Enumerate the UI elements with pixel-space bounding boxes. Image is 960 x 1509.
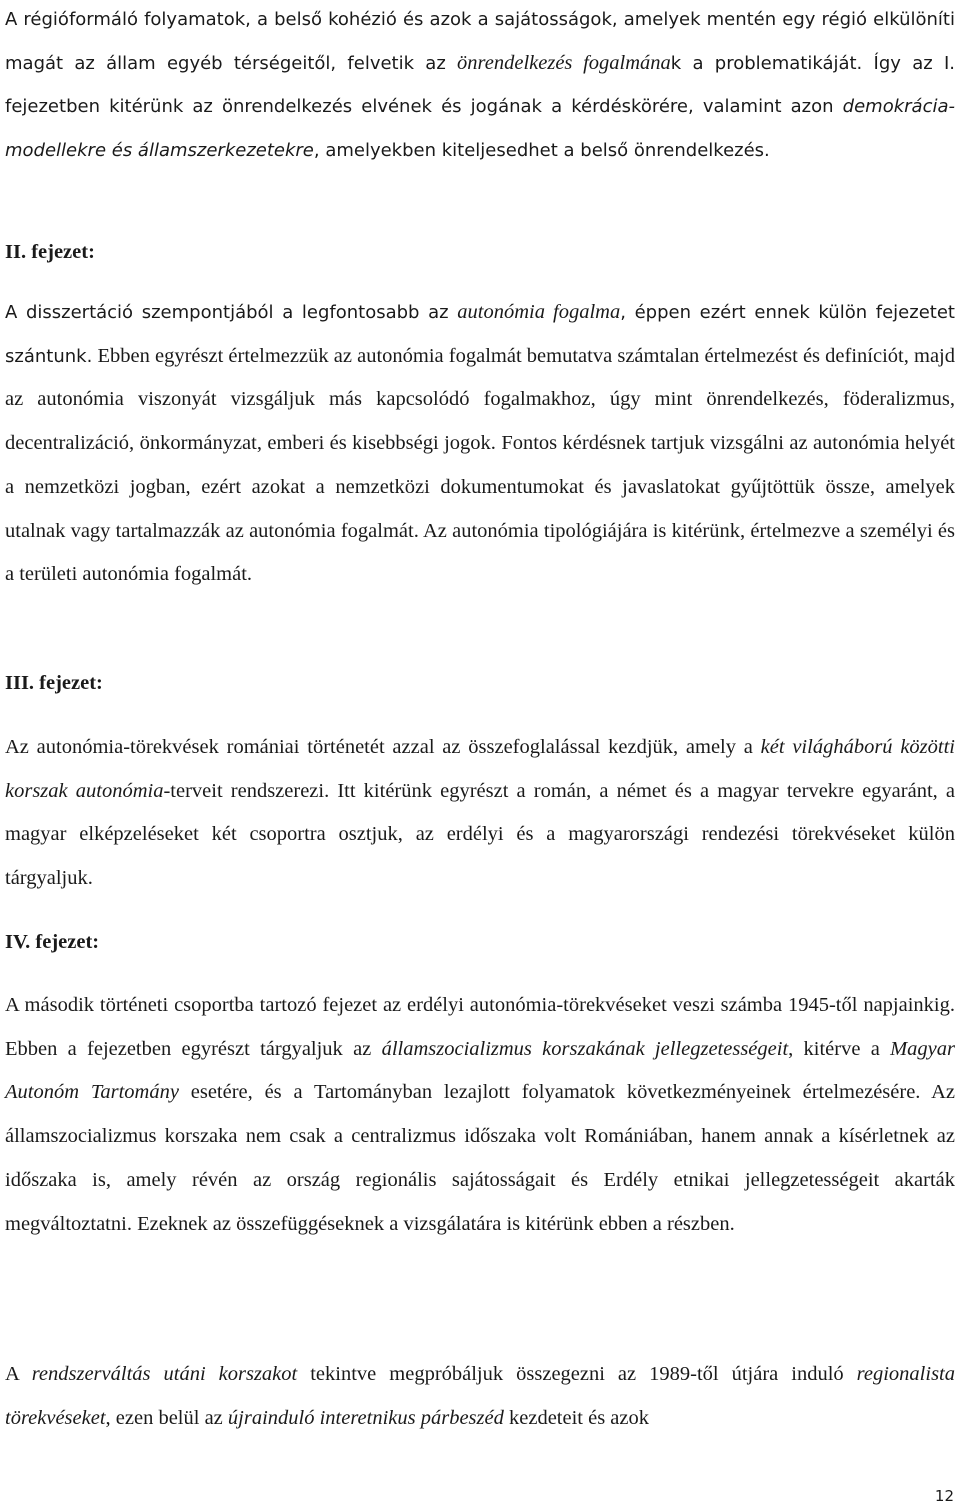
paragraph-2-text-4: Fontos kérdésnek tartjuk vizsgálni az autonómia helyét a nemzetközi jogban, ezért azokat a nemzetközi dokumentumokat és javaslatokat gyűjtöttük össze, amelyek utalnak vagy tartalmazzák az autonómia fogalmát. Az autonómia tipológiájára is kitérünk, értelmezve a személyi és a területi autonómia fogalmát. bbox=[5, 432, 955, 586]
paragraph-3 bbox=[5, 726, 955, 901]
paragraph-4-italic-1: államszocializmus korszakának jellegzetességeit bbox=[381, 1037, 789, 1060]
paragraph-5-text-1: A bbox=[5, 1363, 32, 1385]
paragraph-2-text-1: A disszertáció szempontjából a legfontosabb az bbox=[5, 302, 458, 323]
paragraph-1-italic-2: demokrácia-modellekre és államszerkezetekre bbox=[5, 96, 955, 162]
paragraph-2 bbox=[5, 291, 955, 597]
paragraph-1-text-2: k a problematikáját. Így az I. fejezetben kitérünk az önrendelkezés elvének és jogának a kérdéskörére, valamint azon bbox=[5, 52, 955, 118]
paragraph-5-text-4: kezdeteit és azok bbox=[503, 1406, 650, 1429]
paragraph-2-text-2: , éppen ezért ennek külön fejezetet szántunk. bbox=[5, 302, 955, 367]
chapter-heading-4: IV. fejezet: bbox=[5, 931, 100, 953]
paragraph-3-text-2: -terveit rendszerezi. bbox=[163, 779, 330, 802]
paragraph-5-text-2: tekintve megpróbáljuk összegezni az 1989-től útjára induló bbox=[297, 1363, 857, 1385]
paragraph-4-text-2: , kitérve a bbox=[788, 1037, 891, 1060]
paragraph-2-text-3: Ebben egyrészt értelmezzük az autonómia fogalmát bemutatva számtalan értelmezést és definíciót, majd az autonómia viszonyát vizsgáljuk más kapcsolódó fogalmakhoz, úgy mint önrendelkezés, föderalizmus, decentralizáció, önkormányzat, emberi és kisebbségi jogok. bbox=[5, 344, 955, 455]
paragraph-1-text-3: , amelyekben kiteljesedhet a belső önrendelkezés. bbox=[313, 140, 770, 162]
paragraph-5-italic-1: rendszerváltás utáni korszakot bbox=[31, 1363, 298, 1385]
paragraph-5-italic-3: újrainduló interetnikus párbeszéd bbox=[227, 1406, 504, 1429]
paragraph-1 bbox=[5, 0, 955, 173]
paragraph-5 bbox=[5, 1353, 955, 1440]
paragraph-5-text-3: , ezen belül az bbox=[105, 1406, 228, 1429]
paragraph-4 bbox=[5, 984, 955, 1246]
paragraph-3-text-1: Az autonómia-törekvések romániai történetét azzal az összefoglalással kezdjük, amely a bbox=[5, 736, 761, 758]
paragraph-4-text-3: esetére, és a Tartományban lezajlott folyamatok következményeinek értelmezésére. Az államszocializmus korszaka nem csak a centralizmus időszaka volt Romániában, hanem annak a kísérletnek az időszaka is, amely révén az ország regionális sajátosságait és Erdély etnikai jellegzetességeit akarták megváltoztatni. Ezeknek az összefüggéseknek a vizsgálatára is kitérünk ebben a részben. bbox=[5, 1081, 955, 1235]
paragraph-1-text-1: A régióformáló folyamatok, a belső kohézió és azok a sajátosságok, amelyek mentén egy régió elkülöníti magát az állam egyéb térségeitől, felvetik az bbox=[5, 9, 955, 74]
paragraph-3-italic-1: két világháború közötti korszak autonómia bbox=[5, 736, 955, 802]
paragraph-4-italic-2: Magyar Autonóm Tartomány bbox=[5, 1037, 956, 1104]
paragraph-5-italic-2: regionalista törekvéseket bbox=[5, 1363, 955, 1429]
chapter-heading-2: II. fejezet: bbox=[5, 241, 95, 263]
paragraph-1-italic-1: önrendelkezés fogalmána bbox=[457, 51, 671, 74]
page-number: 12 bbox=[934, 1487, 954, 1505]
paragraph-2-italic-1: autonómia fogalma bbox=[457, 301, 621, 323]
paragraph-4-text-1: A második történeti csoportba tartozó fejezet az erdélyi autonómia-törekvéseket veszi számba 1945-től napjainkig. Ebben a fejezetben egyrészt tárgyaljuk az bbox=[5, 994, 955, 1060]
paragraph-3-text-3: Itt kitérünk egyrészt a román, a német és a magyar tervekre egyaránt, a magyar elképzeléseket két csoportra osztjuk, az erdélyi és a magyarországi rendezési törekvéseket külön tárgyaljuk. bbox=[5, 779, 956, 890]
chapter-heading-3: III. fejezet: bbox=[5, 672, 103, 694]
